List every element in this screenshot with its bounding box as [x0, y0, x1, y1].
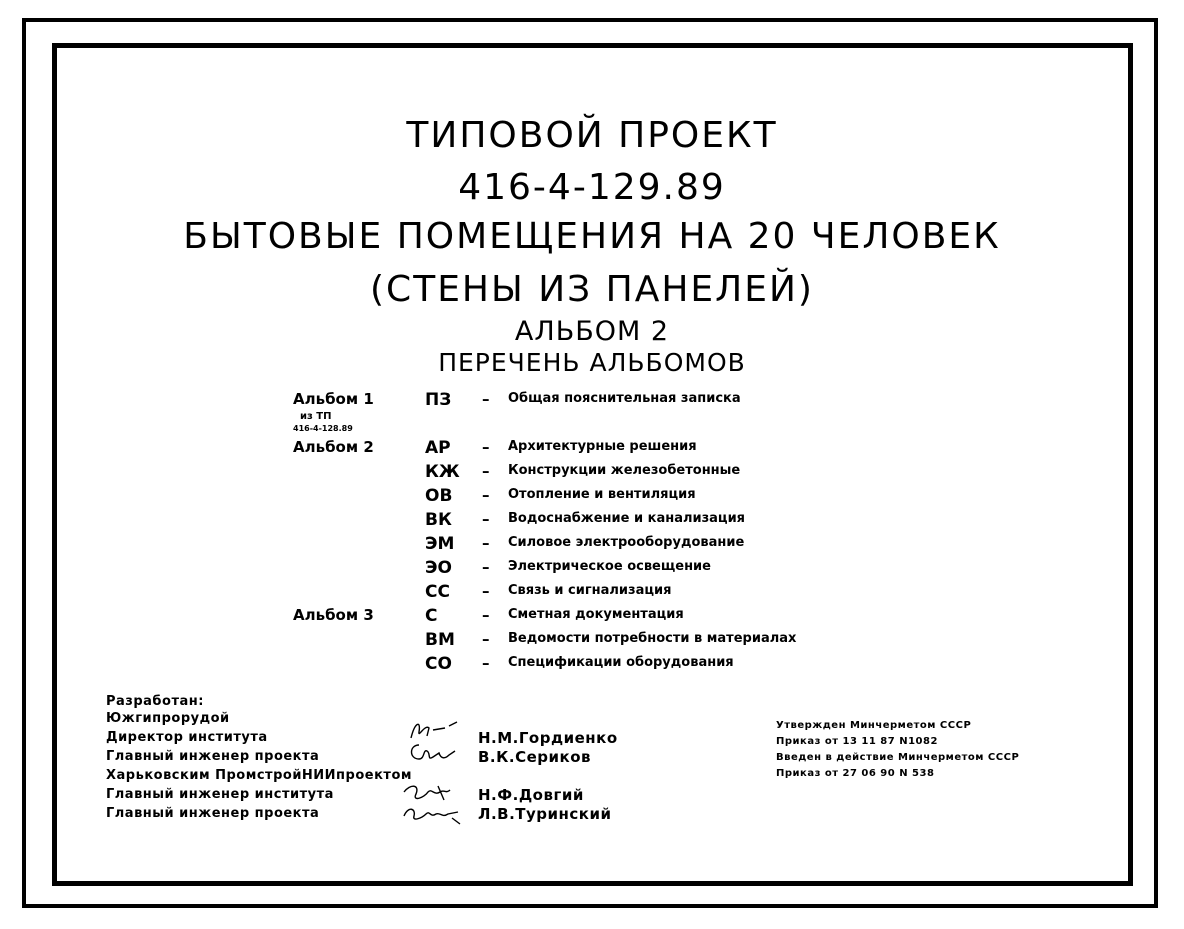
- section-description: Силовое электрооборудование: [508, 535, 745, 550]
- project-subtitle: (СТЕНЫ ИЗ ПАНЕЛЕЙ): [370, 269, 814, 310]
- dash: –: [482, 630, 490, 648]
- album-name: Альбом 2: [293, 438, 374, 456]
- dash: –: [482, 462, 490, 480]
- role-chief-engineer-1: Главный инженер проекта: [106, 749, 320, 764]
- section-code: ОВ: [425, 486, 453, 506]
- section-code: ЭО: [425, 558, 452, 578]
- section-description: Ведомости потребности в материалах: [508, 631, 797, 646]
- name-dovgiy: Н.Ф.Довгий: [478, 786, 584, 804]
- approval-line-3: Введен в действие Минчерметом СССР: [776, 752, 1020, 763]
- signature-turinsky: [400, 800, 466, 828]
- dash: –: [482, 582, 490, 600]
- section-code: ПЗ: [425, 390, 452, 410]
- dash: –: [482, 534, 490, 552]
- name-turinsky: Л.В.Туринский: [478, 805, 612, 823]
- album-name: Альбом 3: [293, 606, 374, 624]
- role-chief-engineer-institute: Главный инженер института: [106, 787, 334, 802]
- approval-line-1: Утвержден Минчерметом СССР: [776, 720, 972, 731]
- project-type-title: ТИПОВОЙ ПРОЕКТ: [406, 115, 778, 156]
- dash: –: [482, 654, 490, 672]
- section-code: КЖ: [425, 462, 460, 482]
- developer-org-2: Харьковским ПромстройНИИпроектом: [106, 768, 413, 783]
- album1-note-line1: из ТП: [300, 411, 332, 422]
- developer-org-1: Южгипрорудой: [106, 711, 230, 726]
- section-description: Конструкции железобетонные: [508, 463, 741, 478]
- project-number: 416-4-129.89: [458, 167, 726, 208]
- section-description: Электрическое освещение: [508, 559, 711, 574]
- name-serikov: В.К.Сериков: [478, 748, 591, 766]
- dash: –: [482, 558, 490, 576]
- dash: –: [482, 438, 490, 456]
- section-code: ЭМ: [425, 534, 455, 554]
- section-code: ВК: [425, 510, 452, 530]
- section-description: Сметная документация: [508, 607, 684, 622]
- section-description: Общая пояснительная записка: [508, 391, 741, 406]
- section-description: Связь и сигнализация: [508, 583, 672, 598]
- album1-note-line2: 416-4-128.89: [293, 424, 353, 433]
- section-description: Водоснабжение и канализация: [508, 511, 746, 526]
- album-list-heading: ПЕРЕЧЕНЬ АЛЬБОМОВ: [438, 348, 746, 377]
- approval-line-2: Приказ от 13 11 87 N1082: [776, 736, 938, 747]
- section-description: Архитектурные решения: [508, 439, 697, 454]
- dash: –: [482, 510, 490, 528]
- section-code: С: [425, 606, 438, 626]
- name-gordienko: Н.М.Гордиенко: [478, 729, 618, 747]
- section-code: ВМ: [425, 630, 455, 650]
- developed-by-heading: Разработан:: [106, 694, 204, 709]
- section-description: Отопление и вентиляция: [508, 487, 696, 502]
- signature-serikov: [405, 739, 465, 765]
- section-code: СО: [425, 654, 452, 674]
- approval-line-4: Приказ от 27 06 90 N 538: [776, 768, 935, 779]
- section-description: Спецификации оборудования: [508, 655, 734, 670]
- dash: –: [482, 606, 490, 624]
- role-chief-engineer-2: Главный инженер проекта: [106, 806, 320, 821]
- dash: –: [482, 390, 490, 408]
- section-code: СС: [425, 582, 450, 602]
- album-name: Альбом 1: [293, 390, 374, 408]
- role-director: Директор института: [106, 730, 268, 745]
- dash: –: [482, 486, 490, 504]
- section-code: АР: [425, 438, 451, 458]
- project-name: БЫТОВЫЕ ПОМЕЩЕНИЯ НА 20 ЧЕЛОВЕК: [183, 216, 1001, 257]
- album-label: АЛЬБОМ 2: [514, 316, 670, 347]
